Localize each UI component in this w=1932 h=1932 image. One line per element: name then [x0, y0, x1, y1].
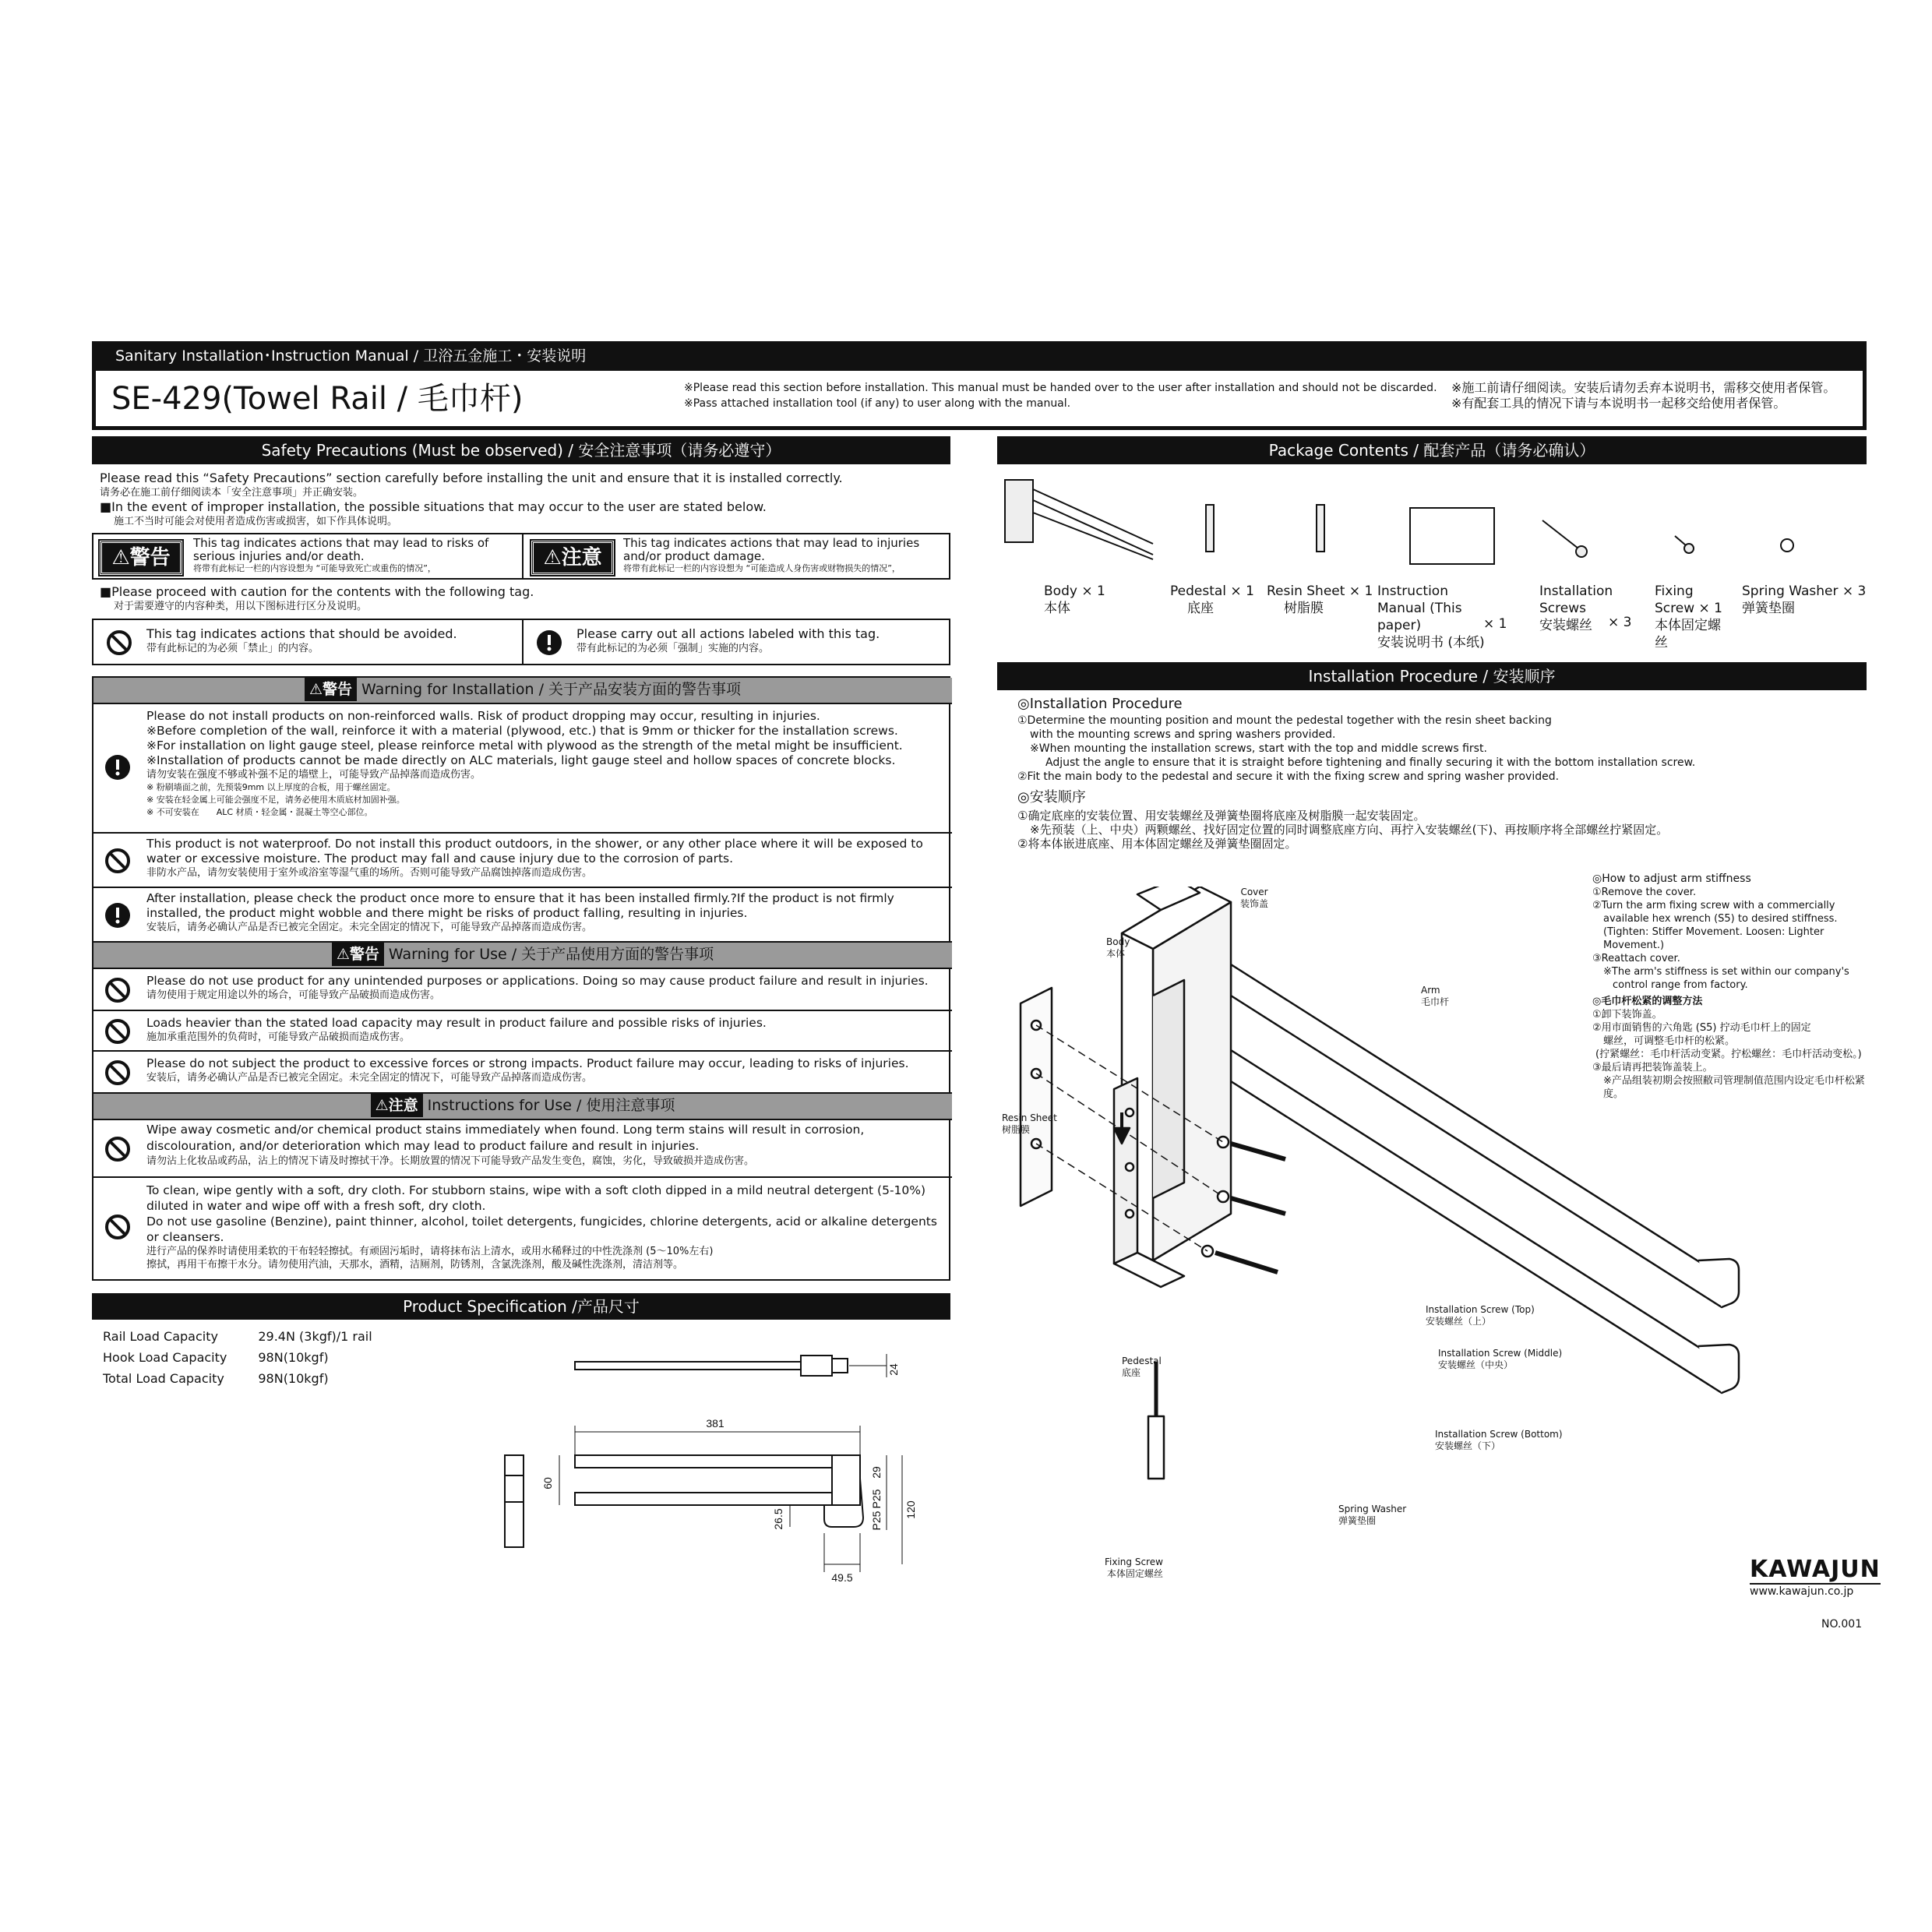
label-spring-washer: Spring Washer 弹簧垫圈 — [1338, 1504, 1407, 1526]
label-screw-middle: Installation Screw (Middle) 安装螺丝（中央） — [1438, 1348, 1563, 1370]
dim-width-label: 381 — [706, 1417, 724, 1430]
warn-install-row-3: After installation, please check the product once more to ensure that it has been installed firmly.?If the product is not firmly installed, the product might wobble and there might be risks of product falling, resulting in injuries. 安装后，请务必确认产品是否已被完全固定。未完全固定的情况下，可能导致产品掉落而造成伤害。 — [93, 888, 952, 943]
dim-d6-label: 49.5 — [831, 1571, 853, 1584]
warnings-table — [92, 676, 950, 1281]
warn-use-row-2: Loads heavier than the stated load capacity may result in product failure and possible risks of injuries. 施加承重范围外的负荷时，可能导致产品破损而造成伤害。 — [93, 1011, 952, 1052]
warning-badge: ⚠警告 — [100, 541, 182, 575]
model-title-box — [92, 371, 1867, 430]
model-title: SE-429(Towel Rail / 毛巾杆) — [111, 381, 524, 417]
prohibit-icon — [106, 629, 132, 656]
dim-depth-label: 24 — [887, 1363, 900, 1376]
procedure-title-bar: Installation Procedure / 安装顺序 — [997, 662, 1867, 690]
document-number: NO.001 — [1821, 1618, 1863, 1631]
dim-d4-label: 120 — [904, 1500, 917, 1519]
mandatory-icon — [104, 902, 131, 929]
prohibit-icon — [104, 977, 131, 1003]
manual-part-drawing — [1410, 508, 1494, 564]
resin-sheet-drawing — [1317, 505, 1324, 552]
package-item: Instruction Manual (This paper) 安装说明书 (本纸) — [1377, 583, 1485, 650]
spec-row: Rail Load Capacity 29.4N (3kgf)/1 rail — [103, 1329, 372, 1344]
mandatory-icon — [104, 754, 131, 781]
instr-use-row-1: Wipe away cosmetic and/or chemical product stains immediately when found. Long term stains will result in corrosion, discolouration, and/or deterioration which may lead to product failure and result in injuries. 请勿沾上化妆品或药品，沾上的情况下请及时擦拭干净。长期放置的情况下可能导致产品发生变色，腐蚀，劣化，导致破损并造成伤害。 — [93, 1120, 952, 1178]
brand-url[interactable]: www.kawajun.co.jp — [1750, 1585, 1854, 1598]
package-drawings — [997, 474, 1867, 575]
label-screw-top: Installation Screw (Top) 安装螺丝（上） — [1426, 1304, 1535, 1327]
arm-lower — [1231, 1050, 1722, 1393]
warn-use-row-3: Please do not subject the product to excessive forces or strong impacts. Product failure may occur, leading to risks of injuries. 安装后，请务必确认产品是否已被完全固定。未完全固定的情况下，可能导致产品掉落而造成伤害。 — [93, 1052, 952, 1094]
installation-screw-middle — [1231, 1198, 1285, 1214]
tag-legend-box: ⚠警告 This tag indicates actions that may lead to risks of serious injuries and/or death. 将带有此标记一栏的内容设想为 “可能导致死亡或重伤的情况”， ⚠注意 This tag indicates actions that may lead to injuries and/or product damage. 将带有此标记一栏的内容设想为 “可能造成人身伤害或财物损失的情况”， — [92, 533, 950, 580]
pedestal-drawing — [1114, 1078, 1137, 1264]
symbol-legend-box: This tag indicates actions that should be avoided. 带有此标记的为必须「禁止」的内容。 Please carry out all actions labeled with this tag. 带有此标记的为必须「强制」实施的内容。 — [92, 619, 950, 665]
label-fixing-screw: Fixing Screw 本体固定螺丝 — [1105, 1557, 1163, 1579]
warn-use-row-1: Please do not use product for any unintended purposes or applications. Doing so may cause product failure and result in injuries. 请勿使用于规定用途以外的场合，可能导致产品破损而造成伤害。 — [93, 969, 952, 1011]
installation-screw-drawing — [1542, 520, 1578, 548]
dimension-drawing — [326, 1346, 964, 1611]
body-part-drawing — [1005, 480, 1033, 542]
label-screw-bottom: Installation Screw (Bottom) 安装螺丝（下） — [1435, 1429, 1563, 1451]
spec-row: Hook Load Capacity 98N(10kgf) — [103, 1350, 329, 1365]
warn-install-header: ⚠警告 Warning for Installation / 关于产品安装方面的警告事项 — [93, 678, 952, 704]
pedestal-part-drawing — [1206, 505, 1214, 552]
spec-title-bar: Product Specification /产品尺寸 — [92, 1293, 950, 1320]
prohibit-icon — [104, 1214, 131, 1240]
installation-screw-bottom — [1215, 1253, 1278, 1272]
package-item-qty: × 1 — [1483, 616, 1507, 632]
warn-install-row-1: Please do not install products on non-reinforced walls. Risk of product dropping may occur, resulting in injuries. ※Before completion of the wall, reinforce it with a material (plywood, etc.) that is 9mm or thicker for the installation screws. ※For installation on light gauge steel, please reinforce metal with plywood as the strength of the metal might be insufficient. ※Installation of products cannot be made directly on ALC materials, light gauge steel and hollow spaces of concrete blocks. 请勿安装在强度不够或补强不足的墙壁上，可能导致产品掉落而造成伤害。 ※ 粉刷墙面之前，先预装9mm 以上厚度的合板，用于螺丝固定。 ※ 安装在轻金属上可能会强度不足，请务必使用木质底材加固补强。 ※ 不可安装在 ALC 材质・轻金属・混凝土等空心部位。 — [93, 704, 952, 834]
safety-intro: Please read this “Safety Precautions” section carefully before installing the unit and ensure that it is installed correctly. 请务必在施工前仔细阅读本「安全注意事项」并正确安装。 ■In the event of improper installation, the possible situations that may occur to the user are stated below. 施工不当时可能会对使用者造成伤害或损害，如下作具体说明。 — [100, 471, 843, 527]
fixing-screw-drawing — [1675, 536, 1686, 545]
spec-row: Total Load Capacity 98N(10kgf) — [103, 1371, 329, 1386]
dim-d2-label: P25 — [870, 1489, 883, 1509]
label-body: Body 本体 — [1106, 936, 1130, 959]
package-item: Spring Washer × 3 弹簧垫圈 — [1742, 583, 1867, 616]
instr-use-row-2: To clean, wipe gently with a soft, dry cloth. For stubborn stains, wipe with a soft cloth dipped in a mild neutral detergent (5-10%) diluted in water and wipe off with a fresh soft, dry cloth. Do not use gasoline (Benzine), paint thinner, alcohol, toilet detergents, fungicides, chlorine detergents, acid or alkaline detergents or cleansers. 进行产品的保养时请使用柔软的干布轻轻擦拭。有顽固污垢时，请将抹布沾上清水，或用水稀释过的中性洗涤剂 (5～10%左右) 擦拭，再用干布擦干水分。请勿使用汽油，天那水，酒精，洁厕剂，防锈剂，含氯洗涤剂，酸及碱性洗涤剂，清洁剂等。 — [93, 1178, 952, 1279]
package-item: Body × 1 本体 — [1044, 583, 1105, 616]
package-item: Fixing Screw × 1 本体固定螺丝 — [1655, 583, 1722, 650]
stiffness-notes: ◎How to adjust arm stiffness ①Remove the cover. ②Turn the arm fixing screw with a commercially available hex wrench (S5) to desired stiffness. (Tighten: Stiffer Movement. Loosen: Lighter Movement.) ③Reattach cover. ※The arm's stiffness is set within our company's control range from factory. ◎毛巾杆松紧的调整方法 ①卸下装饰盖。 ②用市面销售的六角匙 (S5) 拧动毛巾杆上的固定 螺丝，可调整毛巾杆的松紧。 (拧紧螺丝：毛巾杆活动变紧。拧松螺丝：毛巾杆活动变松。) ③最后请再把装饰盖装上。 ※产品组装初期会按照敝司管理制值范围内设定毛巾杆松紧度。 — [1592, 873, 1865, 1100]
dim-d1-label: 29 — [870, 1466, 883, 1479]
warn-use-header: ⚠警告 Warning for Use / 关于产品使用方面的警告事项 — [93, 943, 952, 969]
header-notes-cn: ※施工前请仔细阅读。安装后请勿丢弃本说明书，需移交使用者保管。 ※有配套工具的情况下请与本说明书一起移交给使用者保管。 — [1451, 380, 1836, 411]
brand-logo: KAWAJUN — [1750, 1556, 1881, 1583]
manual-sheet — [92, 341, 1881, 1631]
package-item: Pedestal × 1 底座 — [1170, 583, 1254, 616]
screwdriver-drawing — [1148, 1416, 1164, 1479]
prohibit-icon — [104, 848, 131, 874]
procedure-text: ◎Installation Procedure ①Determine the mounting position and mount the pedestal together with the resin sheet backing with the mounting screws and spring washers provided. ※When mounting the installation screws, start with the top and middle screws first. Adjust the angle to ensure that it is straight before tightening and finally securing it with the bottom installation screw. ②Fit the main body to the pedestal and secure it with the fixing screw and spring washer provided. ◎安装顺序 ①确定底座的安装位置、用安装螺丝及弹簧垫圈将底座及树脂膜一起安装固定。 ※先预装（上、中央）两颗螺丝、找好固定位置的同时调整底座方向、再拧入安装螺丝(下)、再按顺序将全部螺丝拧紧固定。 ②将本体嵌进底座、用本体固定螺丝及弹簧垫圈固定。 — [1017, 696, 1696, 851]
package-item-qty: × 3 — [1608, 615, 1632, 630]
installation-screw-top — [1231, 1144, 1285, 1159]
package-item: Resin Sheet × 1 树脂膜 — [1267, 583, 1373, 616]
dim-height-label: 60 — [541, 1477, 554, 1490]
header-notes-en: ※Please read this section before installation. This manual must be handed over to the user after installation and should not be discarded. ※Pass attached installation tool (if any) to user along with the manual. — [684, 382, 1437, 410]
warn-install-row-2: This product is not waterproof. Do not install this product outdoors, in the shower, or any other place where it will be exposed to water or excessive moisture. The product may fall and cause injury due to the corrosion of parts. 非防水产品，请勿安装使用于室外或浴室等湿气重的场所。否则可能导致产品腐蚀掉落而造成伤害。 — [93, 834, 952, 888]
package-title-bar: Package Contents / 配套产品（请务必确认） — [997, 436, 1867, 464]
package-item: Installation Screws 安装螺丝 — [1539, 583, 1613, 633]
prohibit-icon — [104, 1059, 131, 1086]
mandatory-icon — [536, 629, 562, 656]
label-arm: Arm 毛巾杆 — [1421, 985, 1450, 1007]
label-cover: Cover 装饰盖 — [1240, 887, 1269, 909]
prohibit-icon — [104, 1018, 131, 1045]
dim-d5-label: 26.5 — [772, 1508, 784, 1530]
manual-title-bar: Sanitary Installation･Instruction Manual / 卫浴五金施工・安装说明 — [92, 341, 1867, 371]
label-pedestal: Pedestal 底座 — [1122, 1356, 1162, 1378]
instr-use-header: ⚠注意 Instructions for Use / 使用注意事项 — [93, 1094, 952, 1120]
safety-title-bar: Safety Precautions (Must be observed) / 安全注意事项（请务必遵守） — [92, 436, 950, 464]
dim-d3-label: P25 — [870, 1511, 883, 1531]
spring-washer-drawing — [1781, 539, 1793, 552]
label-resin-sheet: Resin Sheet 树脂膜 — [1002, 1112, 1057, 1135]
arm-upper — [1231, 964, 1722, 1307]
proceed-note: ■Please proceed with caution for the contents with the following tag. 对于需要遵守的内容种类，用以下图标进行区分及说明。 — [100, 584, 534, 612]
caution-badge: ⚠注意 — [531, 541, 614, 575]
prohibit-icon — [104, 1136, 131, 1162]
